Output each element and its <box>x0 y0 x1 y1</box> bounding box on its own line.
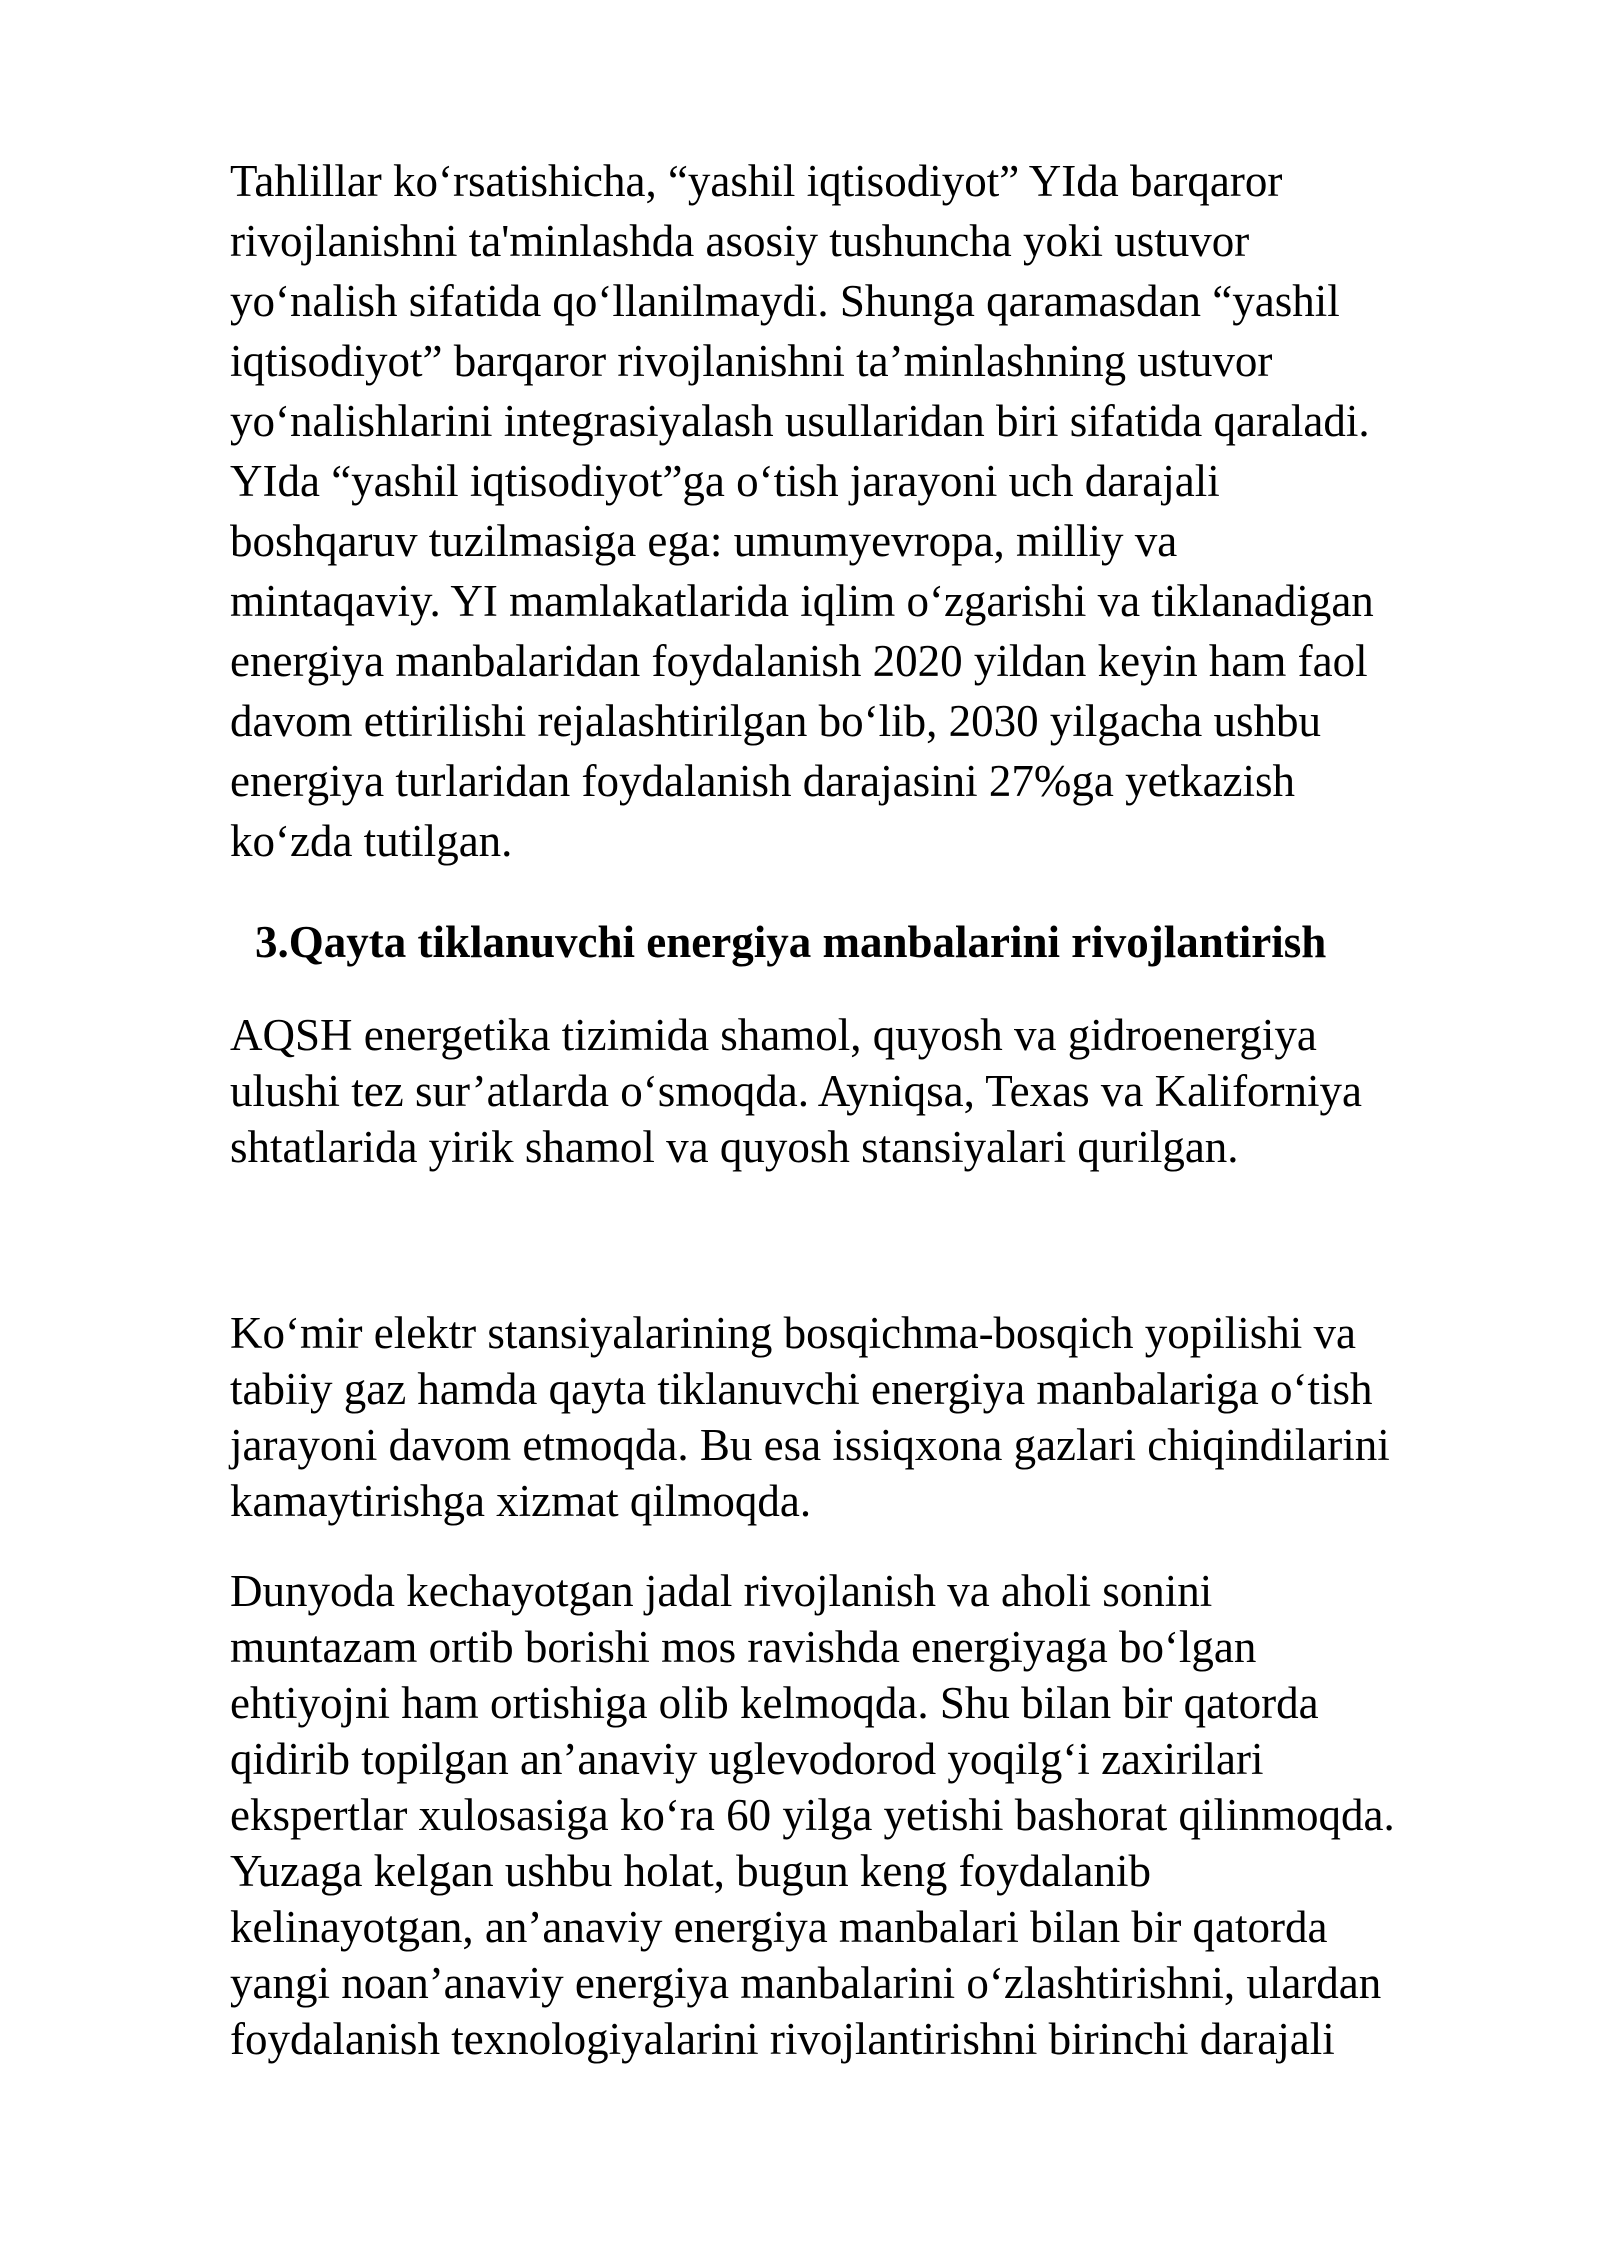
paragraph-line: davom ettirilishi rejalashtirilgan bo‘lib, 2030 yilgacha ushbu <box>230 696 1322 746</box>
paragraph-line: yo‘nalishlarini integrasiyalash usullaridan biri sifatida qaraladi. <box>230 396 1370 446</box>
paragraph-line: ulushi tez sur’atlarda o‘smoqda. Ayniqsa, Texas va Kaliforniya <box>230 1066 1363 1116</box>
paragraph-line: boshqaruv tuzilmasiga ega: umumyevropa, milliy va <box>230 516 1178 566</box>
paragraph-line: yangi noan’anaviy energiya manbalarini o‘zlashtirishni, ulardan <box>230 1958 1382 2008</box>
section-heading: 3.Qayta tiklanuvchi energiya manbalarini rivojlantirish <box>255 917 1327 967</box>
paragraph-line: ehtiyojni ham ortishiga olib kelmoqda. Shu bilan bir qatorda <box>230 1678 1319 1728</box>
paragraph-world-energy-demand <box>230 1563 1530 2067</box>
paragraph-line: YIda “yashil iqtisodiyot”ga o‘tish jarayoni uch darajali <box>230 456 1220 506</box>
paragraph-line: shtatlarida yirik shamol va quyosh stansiyalari qurilgan. <box>230 1122 1239 1172</box>
paragraph-coal-transition <box>230 1305 1530 1529</box>
paragraph-green-economy <box>230 151 1530 871</box>
paragraph-line: rivojlanishni ta'minlashda asosiy tushuncha yoki ustuvor <box>230 216 1250 266</box>
paragraph-line: ko‘zda tutilgan. <box>230 816 513 866</box>
paragraph-line: energiya manbalaridan foydalanish 2020 yildan keyin ham faol <box>230 636 1368 686</box>
paragraph-line: yo‘nalish sifatida qo‘llanilmaydi. Shunga qaramasdan “yashil <box>230 276 1340 326</box>
paragraph-line: foydalanish texnologiyalarini rivojlantirishni birinchi darajali <box>230 2014 1335 2064</box>
paragraph-line: Tahlillar ko‘rsatishicha, “yashil iqtisodiyot” YIda barqaror <box>230 156 1283 206</box>
paragraph-line: tabiiy gaz hamda qayta tiklanuvchi energiya manbalariga o‘tish <box>230 1364 1373 1414</box>
paragraph-line: Ko‘mir elektr stansiyalarining bosqichma-bosqich yopilishi va <box>230 1308 1357 1358</box>
paragraph-line: kelinayotgan, an’anaviy energiya manbalari bilan bir qatorda <box>230 1902 1328 1952</box>
paragraph-line: jarayoni davom etmoqda. Bu esa issiqxona gazlari chiqindilarini <box>230 1420 1390 1470</box>
paragraph-usa-energy <box>230 1007 1530 1175</box>
paragraph-line: muntazam ortib borishi mos ravishda energiyaga bo‘lgan <box>230 1622 1257 1672</box>
paragraph-line: mintaqaviy. YI mamlakatlarida iqlim o‘zgarishi va tiklanadigan <box>230 576 1374 626</box>
paragraph-line: Yuzaga kelgan ushbu holat, bugun keng foydalanib <box>230 1846 1152 1896</box>
paragraph-line: qidirib topilgan an’anaviy uglevodorod yoqilg‘i zaxirilari <box>230 1734 1264 1784</box>
paragraph-line: AQSH energetika tizimida shamol, quyosh va gidroenergiya <box>230 1010 1317 1060</box>
paragraph-line: Dunyoda kechayotgan jadal rivojlanish va aholi sonini <box>230 1566 1213 1616</box>
paragraph-line: energiya turlaridan foydalanish darajasini 27%ga yetkazish <box>230 756 1296 806</box>
paragraph-line: iqtisodiyot” barqaror rivojlanishni ta’minlashning ustuvor <box>230 336 1273 386</box>
paragraph-line: ekspertlar xulosasiga ko‘ra 60 yilga yetishi bashorat qilinmoqda. <box>230 1790 1395 1840</box>
paragraph-line: kamaytirishga xizmat qilmoqda. <box>230 1476 812 1526</box>
